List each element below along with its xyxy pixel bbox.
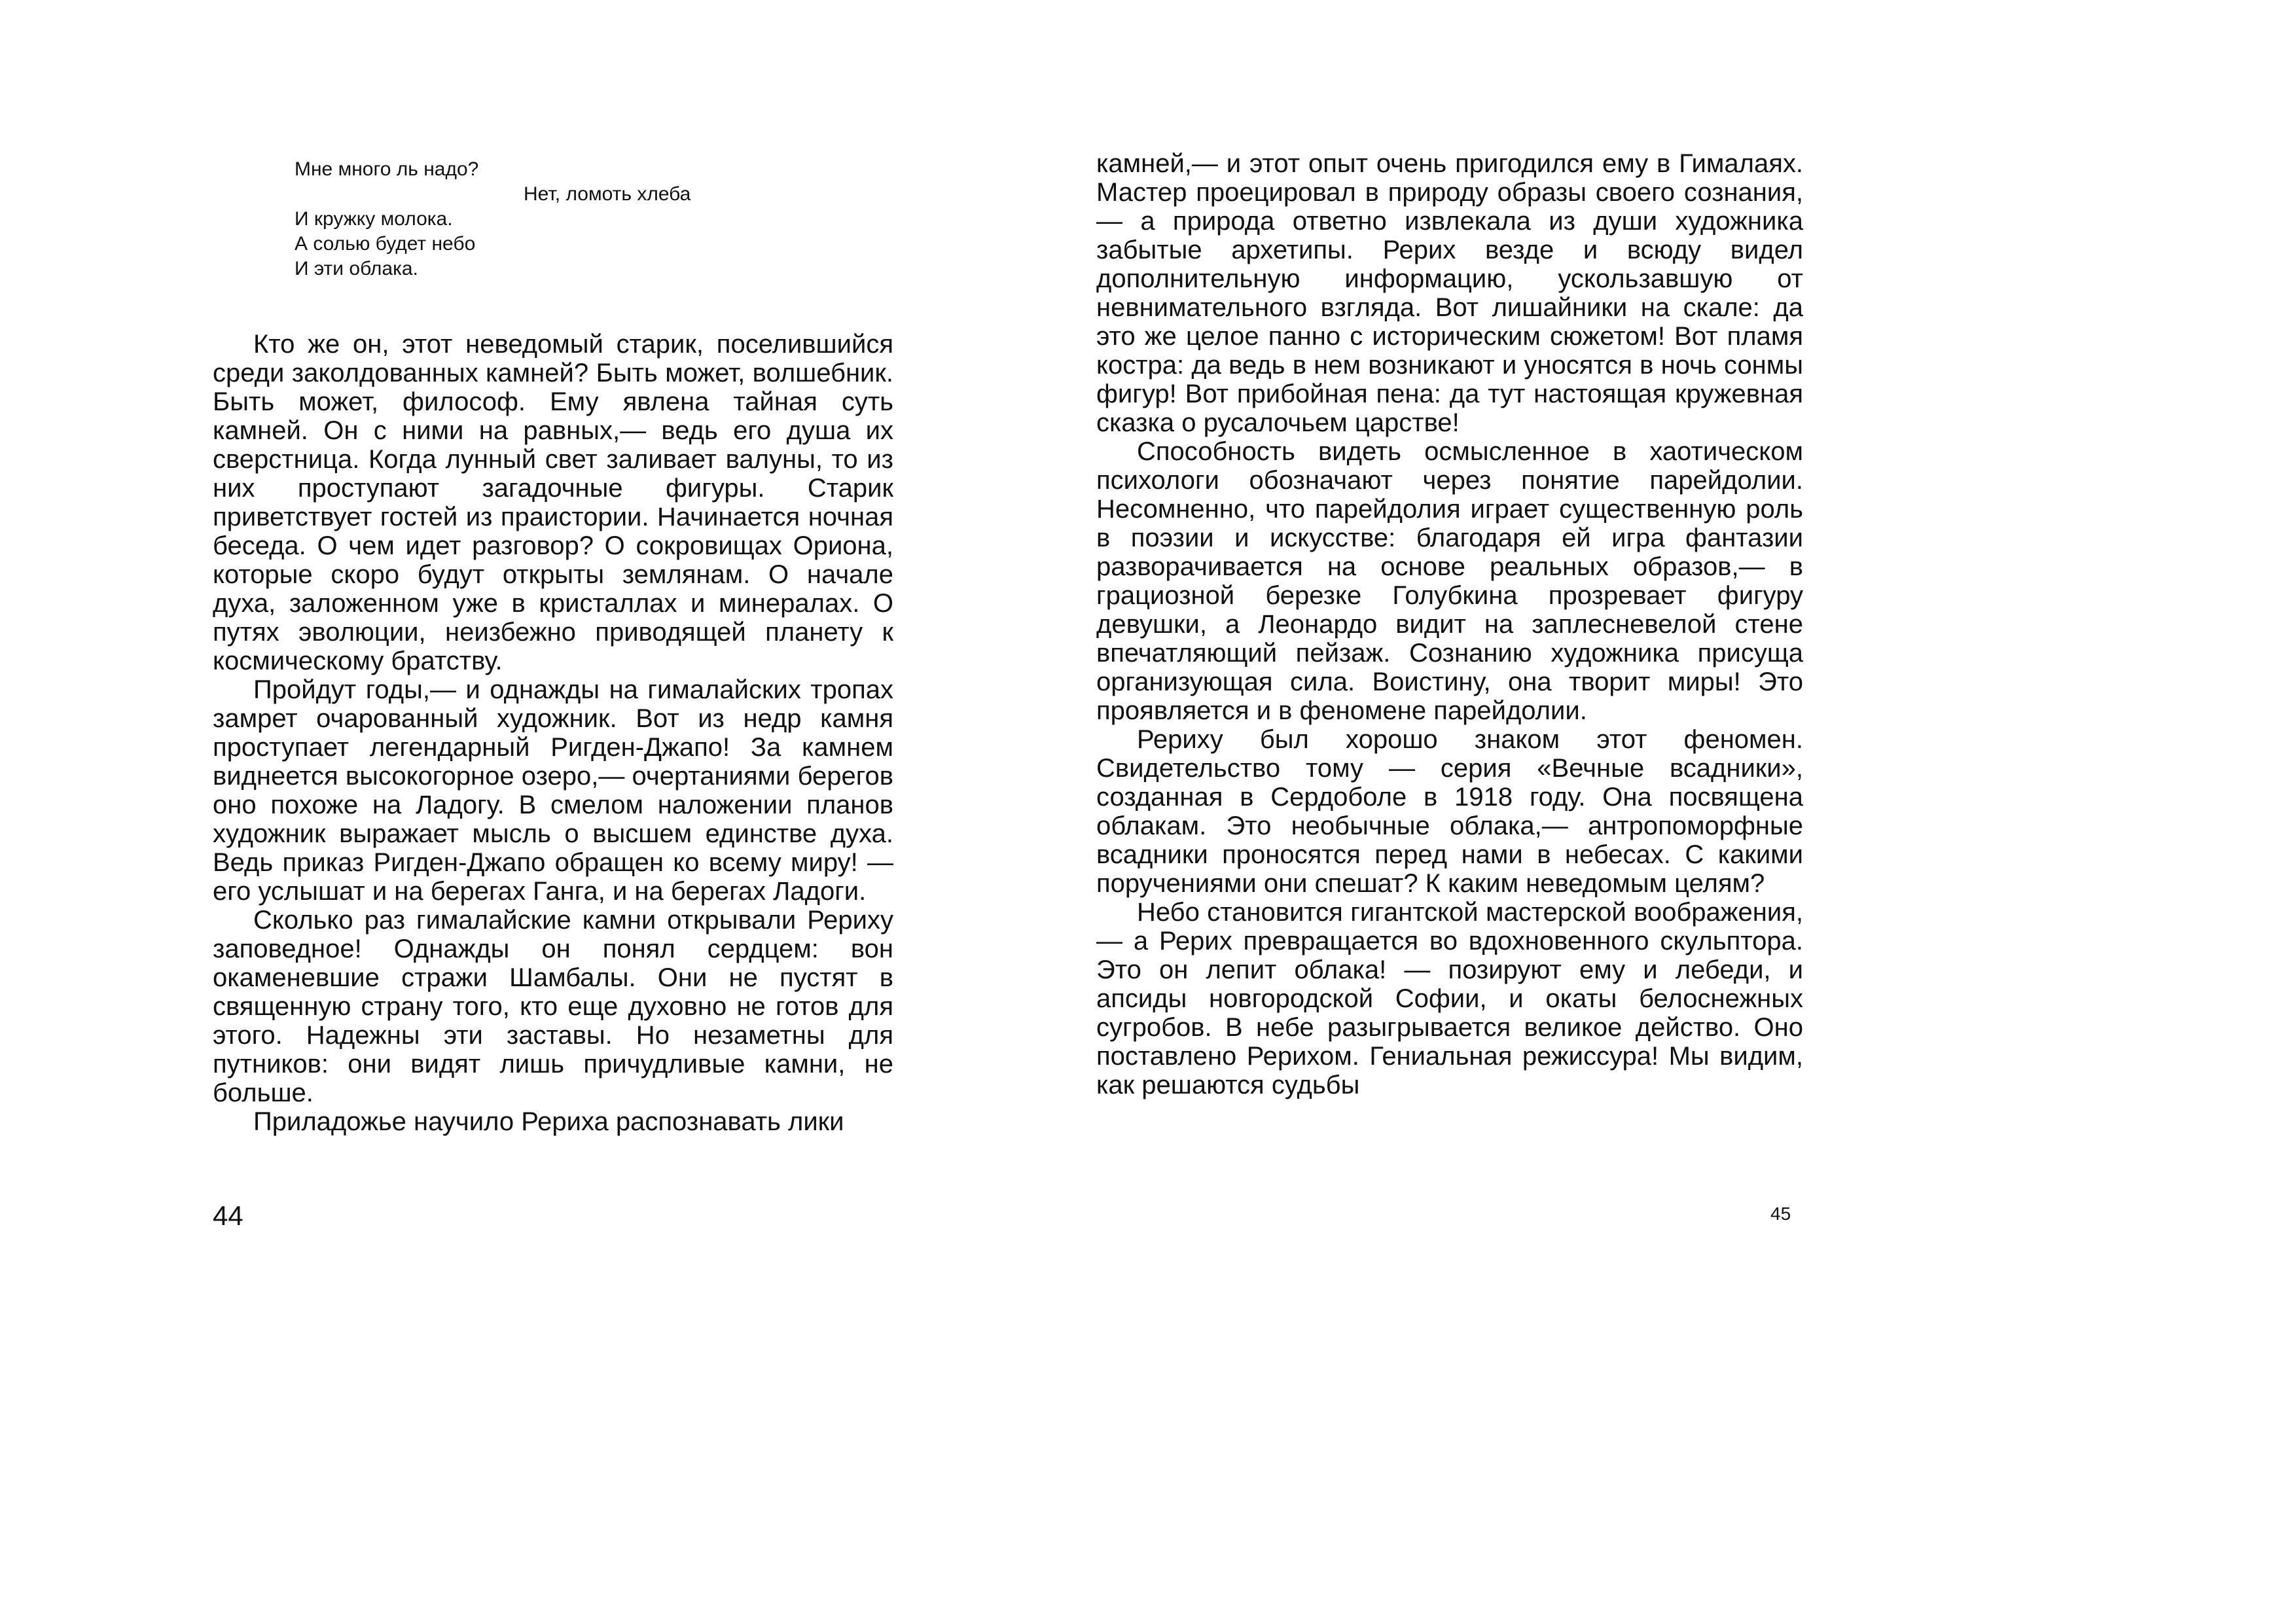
paragraph: Сколько раз гималайские камни открывали Рериху заповедное! Однажды он понял сердцем: вон окаменевшие стражи Шамбалы. Они не пустят в священную страну того, кто еще духовно не готов для этого. Надежны эти заставы. Но незаметны для путников: они видят лишь причудливые камни, не больше. (213, 906, 893, 1107)
poem-line: Мне много ль надо? (295, 158, 479, 180)
page-number: 45 (1770, 1204, 1791, 1224)
paragraph: Рериху был хорошо знаком этот феномен. Свидетельство тому — серия «Вечные всадники», созданная в Сердоболе в 1918 году. Она посвящена облакам. Это необычные облака,— антропоморфные всадники проносятся перед нами в небесах. С какими поручениями они спешат? К каким неведомым целям? (1096, 725, 1803, 898)
poem-line: Нет, ломоть хлеба (524, 183, 691, 205)
poem-line: А солью будет небо (295, 233, 476, 255)
right-page (1096, 0, 1803, 1243)
left-page-text (213, 330, 893, 1136)
paragraph: Небо становится гигантской мастерской воображения,— а Рерих превращается во вдохновенного скульптора. Это он лепит облака! — позируют ему и лебеди, и апсиды новгородской Софии, и окаты белоснежных сугробов. В небе разыгрывается великое действо. Оно поставлено Рерихом. Гениальная режиссура! Мы видим, как решаются судьбы (1096, 898, 1803, 1099)
paragraph: камней,— и этот опыт очень пригодился ему в Гималаях. Мастер проецировал в природу образы своего сознания,— а природа ответно извлекала из души художника забытые архетипы. Рерих везде и всюду видел дополнительную информацию, ускользавшую от невнимательного взгляда. Вот лишайники на скале: да это же целое панно с историческим сюжетом! Вот пламя костра: да ведь в нем возникают и уносятся в ночь сонмы фигур! Вот прибойная пена: да тут настоящая кружевная сказка о русалочьем царстве! (1096, 149, 1803, 437)
right-page-text (1096, 149, 1803, 1099)
poem-line: И кружку молока. (295, 208, 453, 230)
page-number: 44 (213, 1200, 243, 1231)
paragraph: Приладожье научило Рериха распознавать лики (253, 1107, 844, 1136)
paragraph: Кто же он, этот неведомый старик, поселившийся среди заколдованных камней? Быть может, волшебник. Быть может, философ. Ему явлена тайная суть камней. Он с ними на равных,— ведь его душа их сверстница. Когда лунный свет заливает валуны, то из них проступают загадочные фигуры. Старик приветствует гостей из праистории. Начинается ночная беседа. О чем идет разговор? О сокровищах Ориона, которые скоро будут открыты землянам. О начале духа, заложенном уже в кристаллах и минералах. О путях эволюции, неизбежно приводящей планету к космическому братству. (213, 330, 893, 675)
epigraph-poem (295, 157, 818, 281)
poem-line: И эти облака. (295, 258, 418, 279)
left-page (213, 0, 893, 1243)
paragraph: Пройдут годы,— и однажды на гималайских тропах замрет очарованный художник. Вот из недр камня проступает легендарный Ригден-Джапо! За камнем виднеется высокогорное озеро,— очертаниями берегов оно похоже на Ладогу. В смелом наложении планов художник выражает мысль о высшем единстве духа. Ведь приказ Ригден-Джапо обращен ко всему миру! — его услышат и на берегах Ганга, и на берегах Ладоги. (213, 675, 893, 906)
paragraph: Способность видеть осмысленное в хаотическом психологи обозначают через понятие парейдолии. Несомненно, что парейдолия играет существенную роль в поэзии и искусстве: благодаря ей игра фантазии разворачивается на основе реальных образов,— в грациозной березке Голубкина прозревает фигуру девушки, а Леонардо видит на заплесневелой стене впечатляющий пейзаж. Сознанию художника присуща организующая сила. Воистину, она творит миры! Это проявляется и в феномене парейдолии. (1096, 437, 1803, 725)
